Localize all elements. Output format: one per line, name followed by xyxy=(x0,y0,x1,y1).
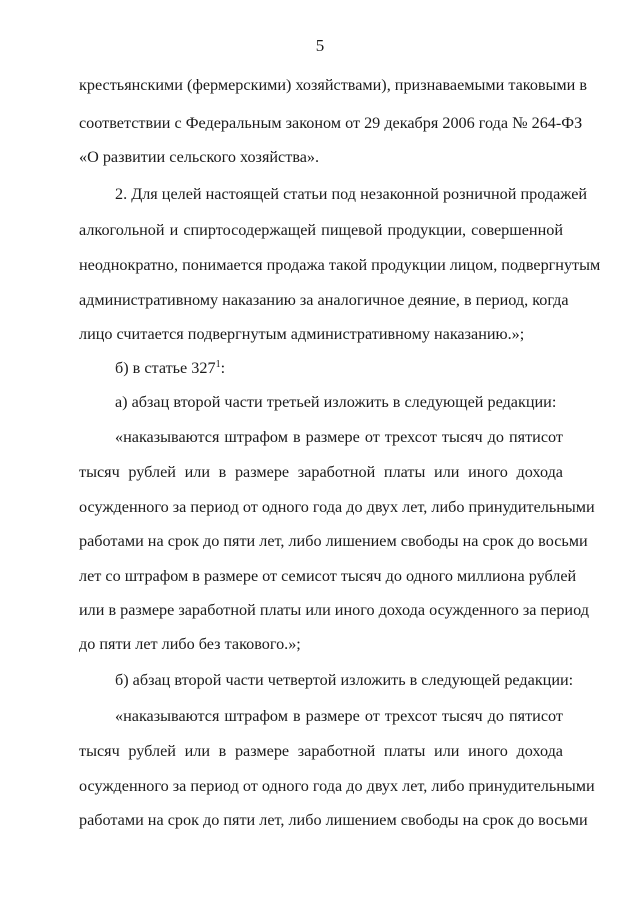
text-line: административному наказанию за аналогичное деяние, в период, когда xyxy=(79,291,569,309)
text-line: «О развитии сельского хозяйства». xyxy=(79,148,320,166)
article-superscript: 1 xyxy=(215,359,221,370)
text-line: осужденного за период от одного года до двух лет, либо принудительными xyxy=(79,498,595,516)
text-line: а) абзац второй части третьей изложить в следующей редакции: xyxy=(115,393,557,411)
text-line: крестьянскими (фермерскими) хозяйствами), признаваемыми таковыми в xyxy=(79,76,588,94)
text-line: или в размере заработной платы или иного дохода осужденного за период xyxy=(79,601,589,619)
text-line: лет со штрафом в размере от семисот тысяч до одного миллиона рублей xyxy=(79,567,577,585)
text-line: тысяч рублей или в размере заработной платы или иного дохода xyxy=(79,463,563,481)
text-line: «наказываются штрафом в размере от трехсот тысяч до пятисот xyxy=(115,707,563,725)
article-heading-colon: : xyxy=(220,359,226,377)
text-line: осужденного за период от одного года до двух лет, либо принудительными xyxy=(79,777,595,795)
text-line: тысяч рублей или в размере заработной платы или иного дохода xyxy=(79,742,563,760)
text-line: лицо считается подвергнутым административному наказанию.»; xyxy=(79,325,525,343)
text-line: б) абзац второй части четвертой изложить в следующей редакции: xyxy=(115,671,574,689)
page-number: 5 xyxy=(315,36,325,55)
article-heading xyxy=(115,357,563,379)
article-heading-text: б) в статье 327 xyxy=(115,359,216,377)
text-line: соответствии с Федеральным законом от 29 декабря 2006 года № 264-ФЗ xyxy=(79,114,583,132)
text-line: до пяти лет либо без такового.»; xyxy=(79,635,301,653)
text-line: алкогольной и спиртосодержащей пищевой продукции, совершенной xyxy=(79,221,563,239)
text-line: работами на срок до пяти лет, либо лишением свободы на срок до восьми xyxy=(79,532,588,550)
text-line: неоднократно, понимается продажа такой продукции лицом, подвергнутым xyxy=(79,256,601,274)
text-line: «наказываются штрафом в размере от трехсот тысяч до пятисот xyxy=(115,428,563,446)
text-line: 2. Для целей настоящей статьи под незаконной розничной продажей xyxy=(115,185,588,203)
text-line: работами на срок до пяти лет, либо лишением свободы на срок до восьми xyxy=(79,811,588,829)
